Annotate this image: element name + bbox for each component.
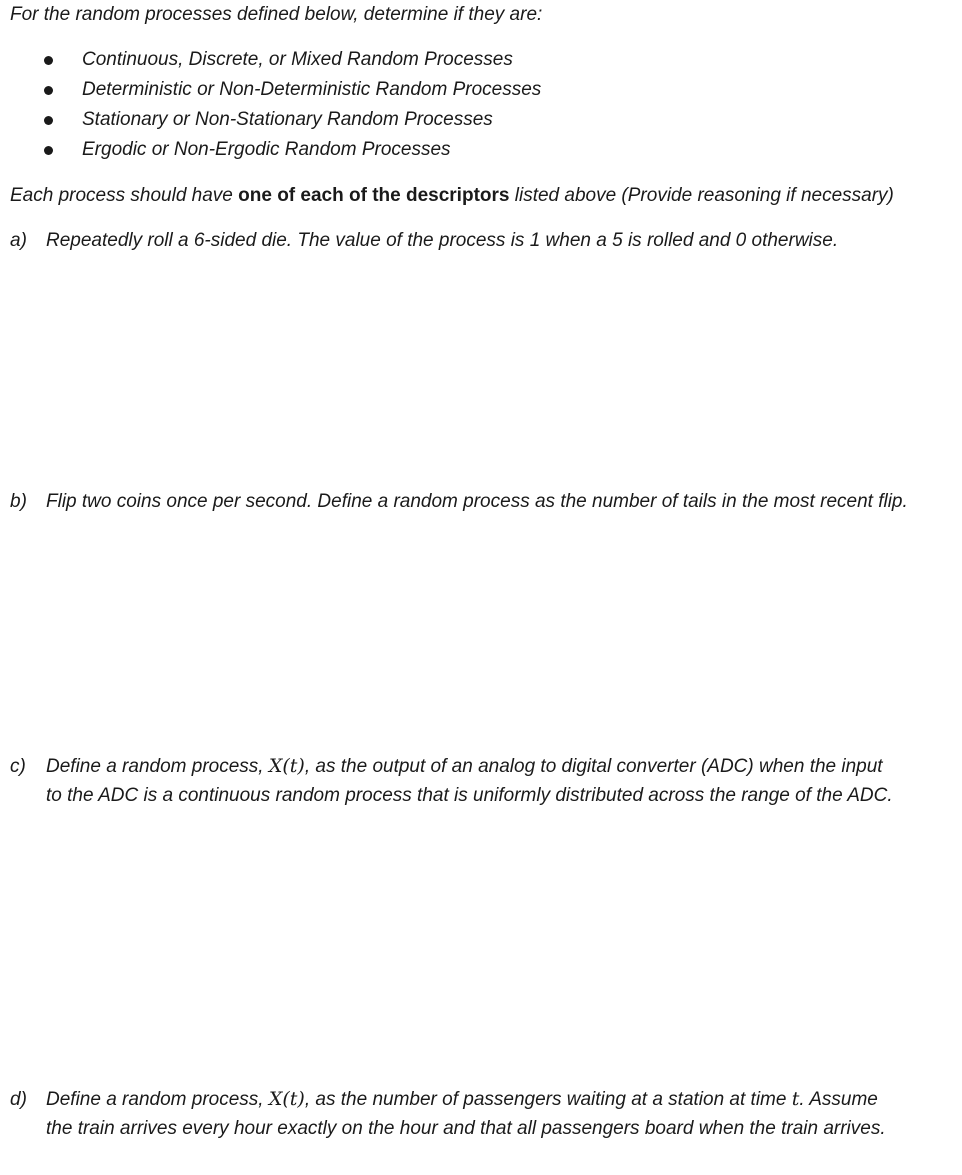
question-line: to the ADC is a continuous random process that is uniformly distributed across the range of the ADC. [46, 785, 893, 806]
instruction-text [10, 181, 894, 210]
instruction-before: Each process should have [10, 185, 239, 206]
bullet-text: Ergodic or Non-Ergodic Random Processes [82, 139, 451, 160]
text-segment: Define a random process, [46, 1089, 269, 1110]
question-letter: a) [10, 230, 27, 251]
bullet-text: Continuous, Discrete, or Mixed Random Processes [82, 49, 513, 70]
bullet-icon [44, 116, 53, 125]
bullet-text: Stationary or Non-Stationary Random Processes [82, 109, 493, 130]
question-letter: d) [10, 1089, 27, 1110]
question-text: Flip two coins once per second. Define a random process as the number of tails in the most recent flip. [46, 491, 908, 512]
text-segment: Define a random process, [46, 756, 269, 777]
text-segment: , as the number of passengers waiting at a station at time [304, 1089, 792, 1110]
text-segment: . Assume [799, 1089, 878, 1110]
math-expression: t [791, 1088, 800, 1110]
intro-text: For the random processes defined below, determine if they are: [10, 4, 543, 25]
question-letter: b) [10, 491, 27, 512]
question-text [46, 752, 951, 810]
math-expression: X(t) [268, 755, 305, 777]
question-letter: c) [10, 756, 26, 777]
bullet-icon [44, 146, 53, 155]
bullet-icon [44, 86, 53, 95]
text-segment: , as the output of an analog to digital converter (ADC) when the input [304, 756, 883, 777]
math-expression: X(t) [268, 1088, 305, 1110]
bullet-text: Deterministic or Non-Deterministic Random Processes [82, 79, 542, 100]
question-line: the train arrives every hour exactly on the hour and that all passengers board when the train arrives. [46, 1118, 886, 1139]
instruction-after: listed above (Provide reasoning if necessary) [509, 185, 894, 206]
question-line [46, 752, 951, 781]
question-text [46, 1085, 951, 1143]
question-text: Repeatedly roll a 6-sided die. The value of the process is 1 when a 5 is rolled and 0 otherwise. [46, 230, 839, 251]
question-line [46, 1085, 951, 1114]
bullet-icon [44, 56, 53, 65]
instruction-bold: one of each of the descriptors [238, 185, 510, 206]
